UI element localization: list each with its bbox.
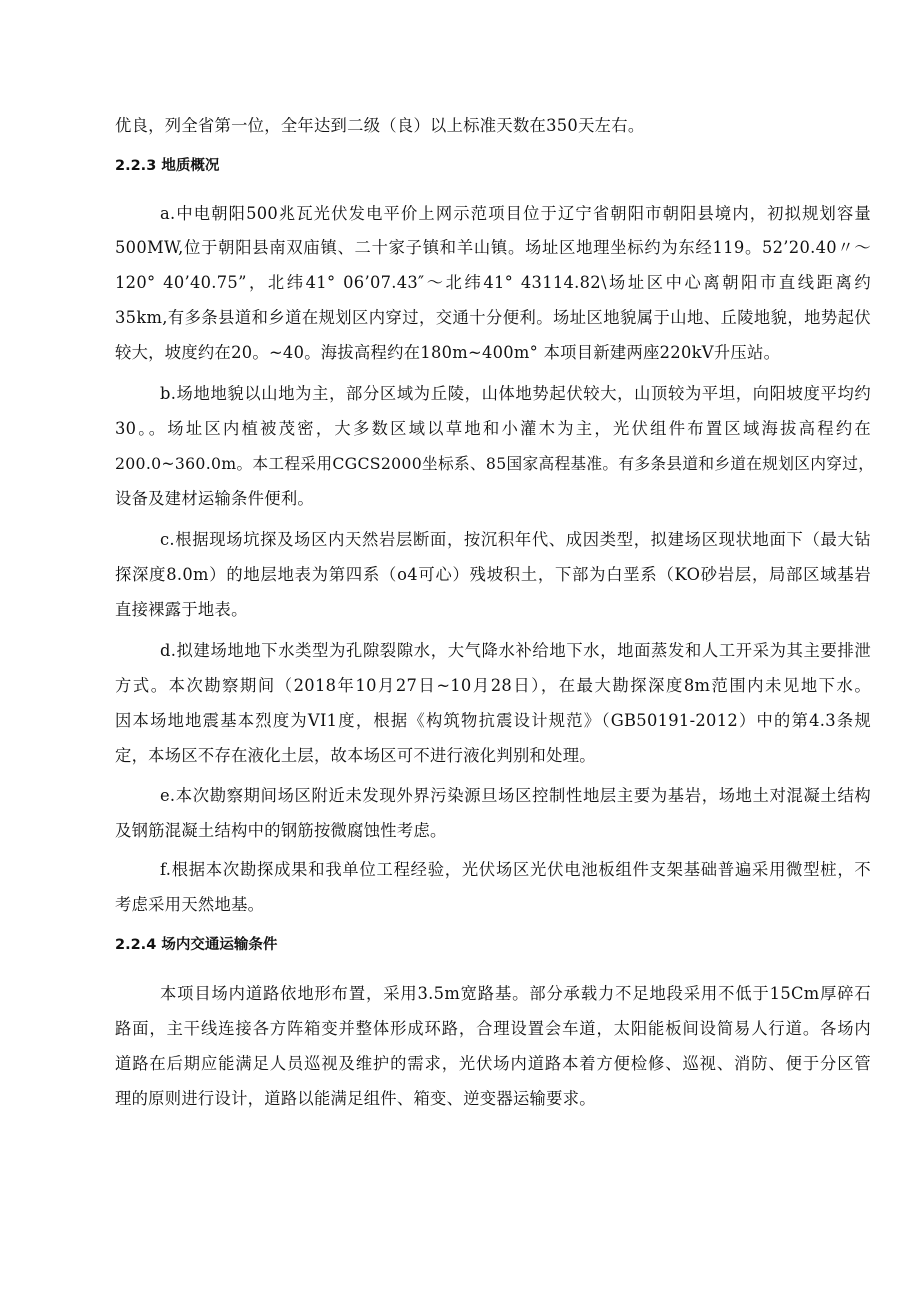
paragraph-a-line: 较大，坡度约在20。~40。海拔高程约在180m~400m° 本项目新建两座220kV升压站。 <box>115 343 781 362</box>
paragraph-a-line: 120° 40’40.75”，北纬41° 06’07.43″～北纬41° 43114.82\场址区中心离朝阳市直线距离约 <box>115 273 871 292</box>
paragraph-d-line: d.拟建场地地下水类型为孔隙裂隙水，大气降水补给地下水，地面蒸发和人工开采为其主要排泄 <box>160 641 871 660</box>
paragraph-a-line: a.中电朝阳500兆瓦光伏发电平价上网示范项目位于辽宁省朝阳市朝阳县境内，初拟规划容量 <box>160 204 871 223</box>
paragraph-a-line: 35km,有多条县道和乡道在规划区内穿过，交通十分便利。场址区地貌属于山地、丘陵地貌，地势起伏 <box>115 308 871 327</box>
paragraph-f-line: 考虑采用天然地基。 <box>115 895 265 914</box>
transport-paragraph-line: 道路在后期应能满足人员巡视及维护的需求，光伏场内道路本着方便检修、巡视、消防、便于分区管 <box>115 1054 871 1073</box>
paragraph-c-line: 探深度8.0m）的地层地表为第四系（o4可心）残坡积土，下部为白垩系（KO砂岩层，局部区域基岩 <box>115 565 871 584</box>
paragraph-e-line: e.本次勘察期间场区附近未发现外界污染源旦场区控制性地层主要为基岩，场地土对混凝土结构 <box>160 786 871 805</box>
paragraph-e-line: 及钢筋混凝土结构中的钢筋按微腐蚀性考虑。 <box>115 821 447 840</box>
paragraph-b-line: 设备及建材运输条件便利。 <box>115 489 314 508</box>
paragraph-d-line: 因本场地地震基本烈度为VI1度，根据《构筑物抗震设计规范》（GB50191-2012）中的第4.3条规 <box>115 711 871 730</box>
paragraph-b-line: b.场地地貌以山地为主，部分区域为丘陵，山体地势起伏较大，山顶较为平坦，向阳坡度平均约 <box>160 384 871 403</box>
paragraph-a-line: 500MW,位于朝阳县南双庙镇、二十家子镇和羊山镇。场址区地理坐标约为东经119。52’20.40〃～ <box>115 238 871 257</box>
continuation-text: 优良，列全省第一位，全年达到二级（良）以上标准天数在350天左右。 <box>115 116 645 135</box>
section-heading-transport: 2.2.4 场内交通运输条件 <box>115 937 278 953</box>
transport-paragraph-line: 路面，主干线连接各方阵箱变并整体形成环路，合理设置会车道，太阳能板间设简易人行道。各场内 <box>115 1019 871 1038</box>
paragraph-d-line: 方式。本次勘察期间（2018年10月27日~10月28日），在最大勘探深度8m范围内未见地下水。 <box>115 676 871 695</box>
paragraph-c-line: c.根据现场坑探及场区内天然岩层断面，按沉积年代、成因类型，拟建场区现状地面下（最大钻 <box>160 530 871 549</box>
transport-paragraph-line: 理的原则进行设计，道路以能满足组件、箱变、逆变器运输要求。 <box>115 1089 596 1108</box>
paragraph-f-line: f.根据本次勘探成果和我单位工程经验，光伏场区光伏电池板组件支架基础普遍采用微型桩，不 <box>160 860 871 879</box>
transport-paragraph-line: 本项目场内道路依地形布置，采用3.5m宽路基。部分承载力不足地段采用不低于15Cm厚碎石 <box>160 984 871 1003</box>
section-heading-geology: 2.2.3 地质概况 <box>115 158 220 174</box>
paragraph-d-line: 定，本场区不存在液化土层，故本场区可不进行液化判别和处理。 <box>115 746 596 765</box>
paragraph-b-line: 30。。场址区内植被茂密，大多数区域以草地和小灌木为主，光伏组件布置区域海拔高程约在 <box>115 419 871 438</box>
paragraph-c-line: 直接裸露于地表。 <box>115 600 248 619</box>
paragraph-b-line: 200.0~360.0m。本工程采用CGCS2000坐标系、85国家高程基准。有多条县道和乡道在规划区内穿过， <box>115 454 875 473</box>
